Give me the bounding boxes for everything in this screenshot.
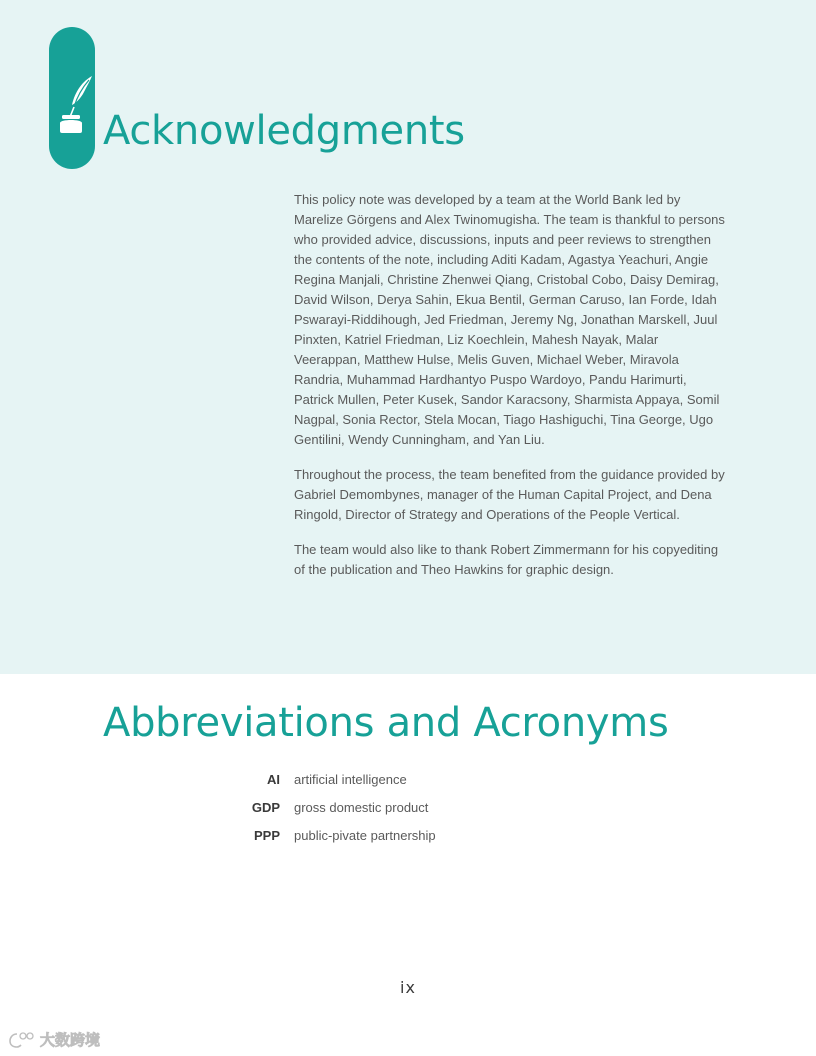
quill-and-inkwell-icon	[53, 73, 93, 133]
acknowledgments-paragraph: This policy note was developed by a team at the World Bank led by Marelize Görgens and Alex Twinomugisha. The team is thankful to persons who provided advice, discussions, inputs and peer reviews to strengthen the contents of the note, including Aditi Kadam, Agastya Yeachuri, Angie Regina Manjali, Christine Zhenwei Qiang, Cristobal Cobo, Daisy Demirag, David Wilson, Derya Sahin, Ekua Bentil, German Caruso, Ian Forde, Idah Pswarayi-Riddihough, Jed Friedman, Jeremy Ng, Jonathan Marskell, Juul Pinxten, Katriel Friedman, Liz Koechlein, Mahesh Nayak, Malar Veerappan, Matthew Hulse, Melis Guven, Michael Weber, Miravola Randria, Muhammad Hardhantyo Puspo Wardoyo, Pandu Harimurti, Patrick Mullen, Peter Kusek, Sandor Karacsony, Sharmista Appaya, Somil Nagpal, Sonia Rector, Stela Mocan, Tiago Hashiguchi, Tina George, Ugo Gentilini, Wendy Cunningham, and Yan Liu.	[294, 192, 725, 447]
acknowledgments-paragraph: Throughout the process, the team benefited from the guidance provided by Gabriel Demombynes, manager of the Human Capital Project, and Dena Ringold, Director of Strategy and Operations of the People Vertical.	[294, 467, 725, 522]
abbreviations-title: Abbreviations and Acronyms	[103, 700, 669, 746]
abbreviation-row	[200, 821, 600, 849]
abbreviation-term: AI	[267, 771, 280, 787]
acknowledgments-title: Acknowledgments	[103, 108, 465, 154]
watermark	[8, 1029, 100, 1050]
acknowledgments-badge	[49, 27, 95, 169]
page-number: ix	[400, 978, 416, 997]
abbreviation-definition: public-pivate partnership	[294, 827, 436, 843]
acknowledgments-body	[294, 190, 726, 595]
watermark-logo-icon	[8, 1031, 36, 1049]
abbreviation-term: PPP	[253, 827, 280, 843]
abbreviation-row	[200, 765, 600, 793]
abbreviation-definition: gross domestic product	[294, 799, 429, 815]
abbreviation-term: GDP	[251, 799, 280, 815]
abbreviation-definition: artificial intelligence	[294, 771, 407, 787]
abbreviations-list	[200, 765, 600, 849]
watermark-text: 大数跨境	[40, 1031, 101, 1049]
acknowledgments-paragraph: The team would also like to thank Robert Zimmermann for his copyediting of the publication and Theo Hawkins for graphic design.	[294, 542, 719, 577]
abbreviation-row	[200, 793, 600, 821]
